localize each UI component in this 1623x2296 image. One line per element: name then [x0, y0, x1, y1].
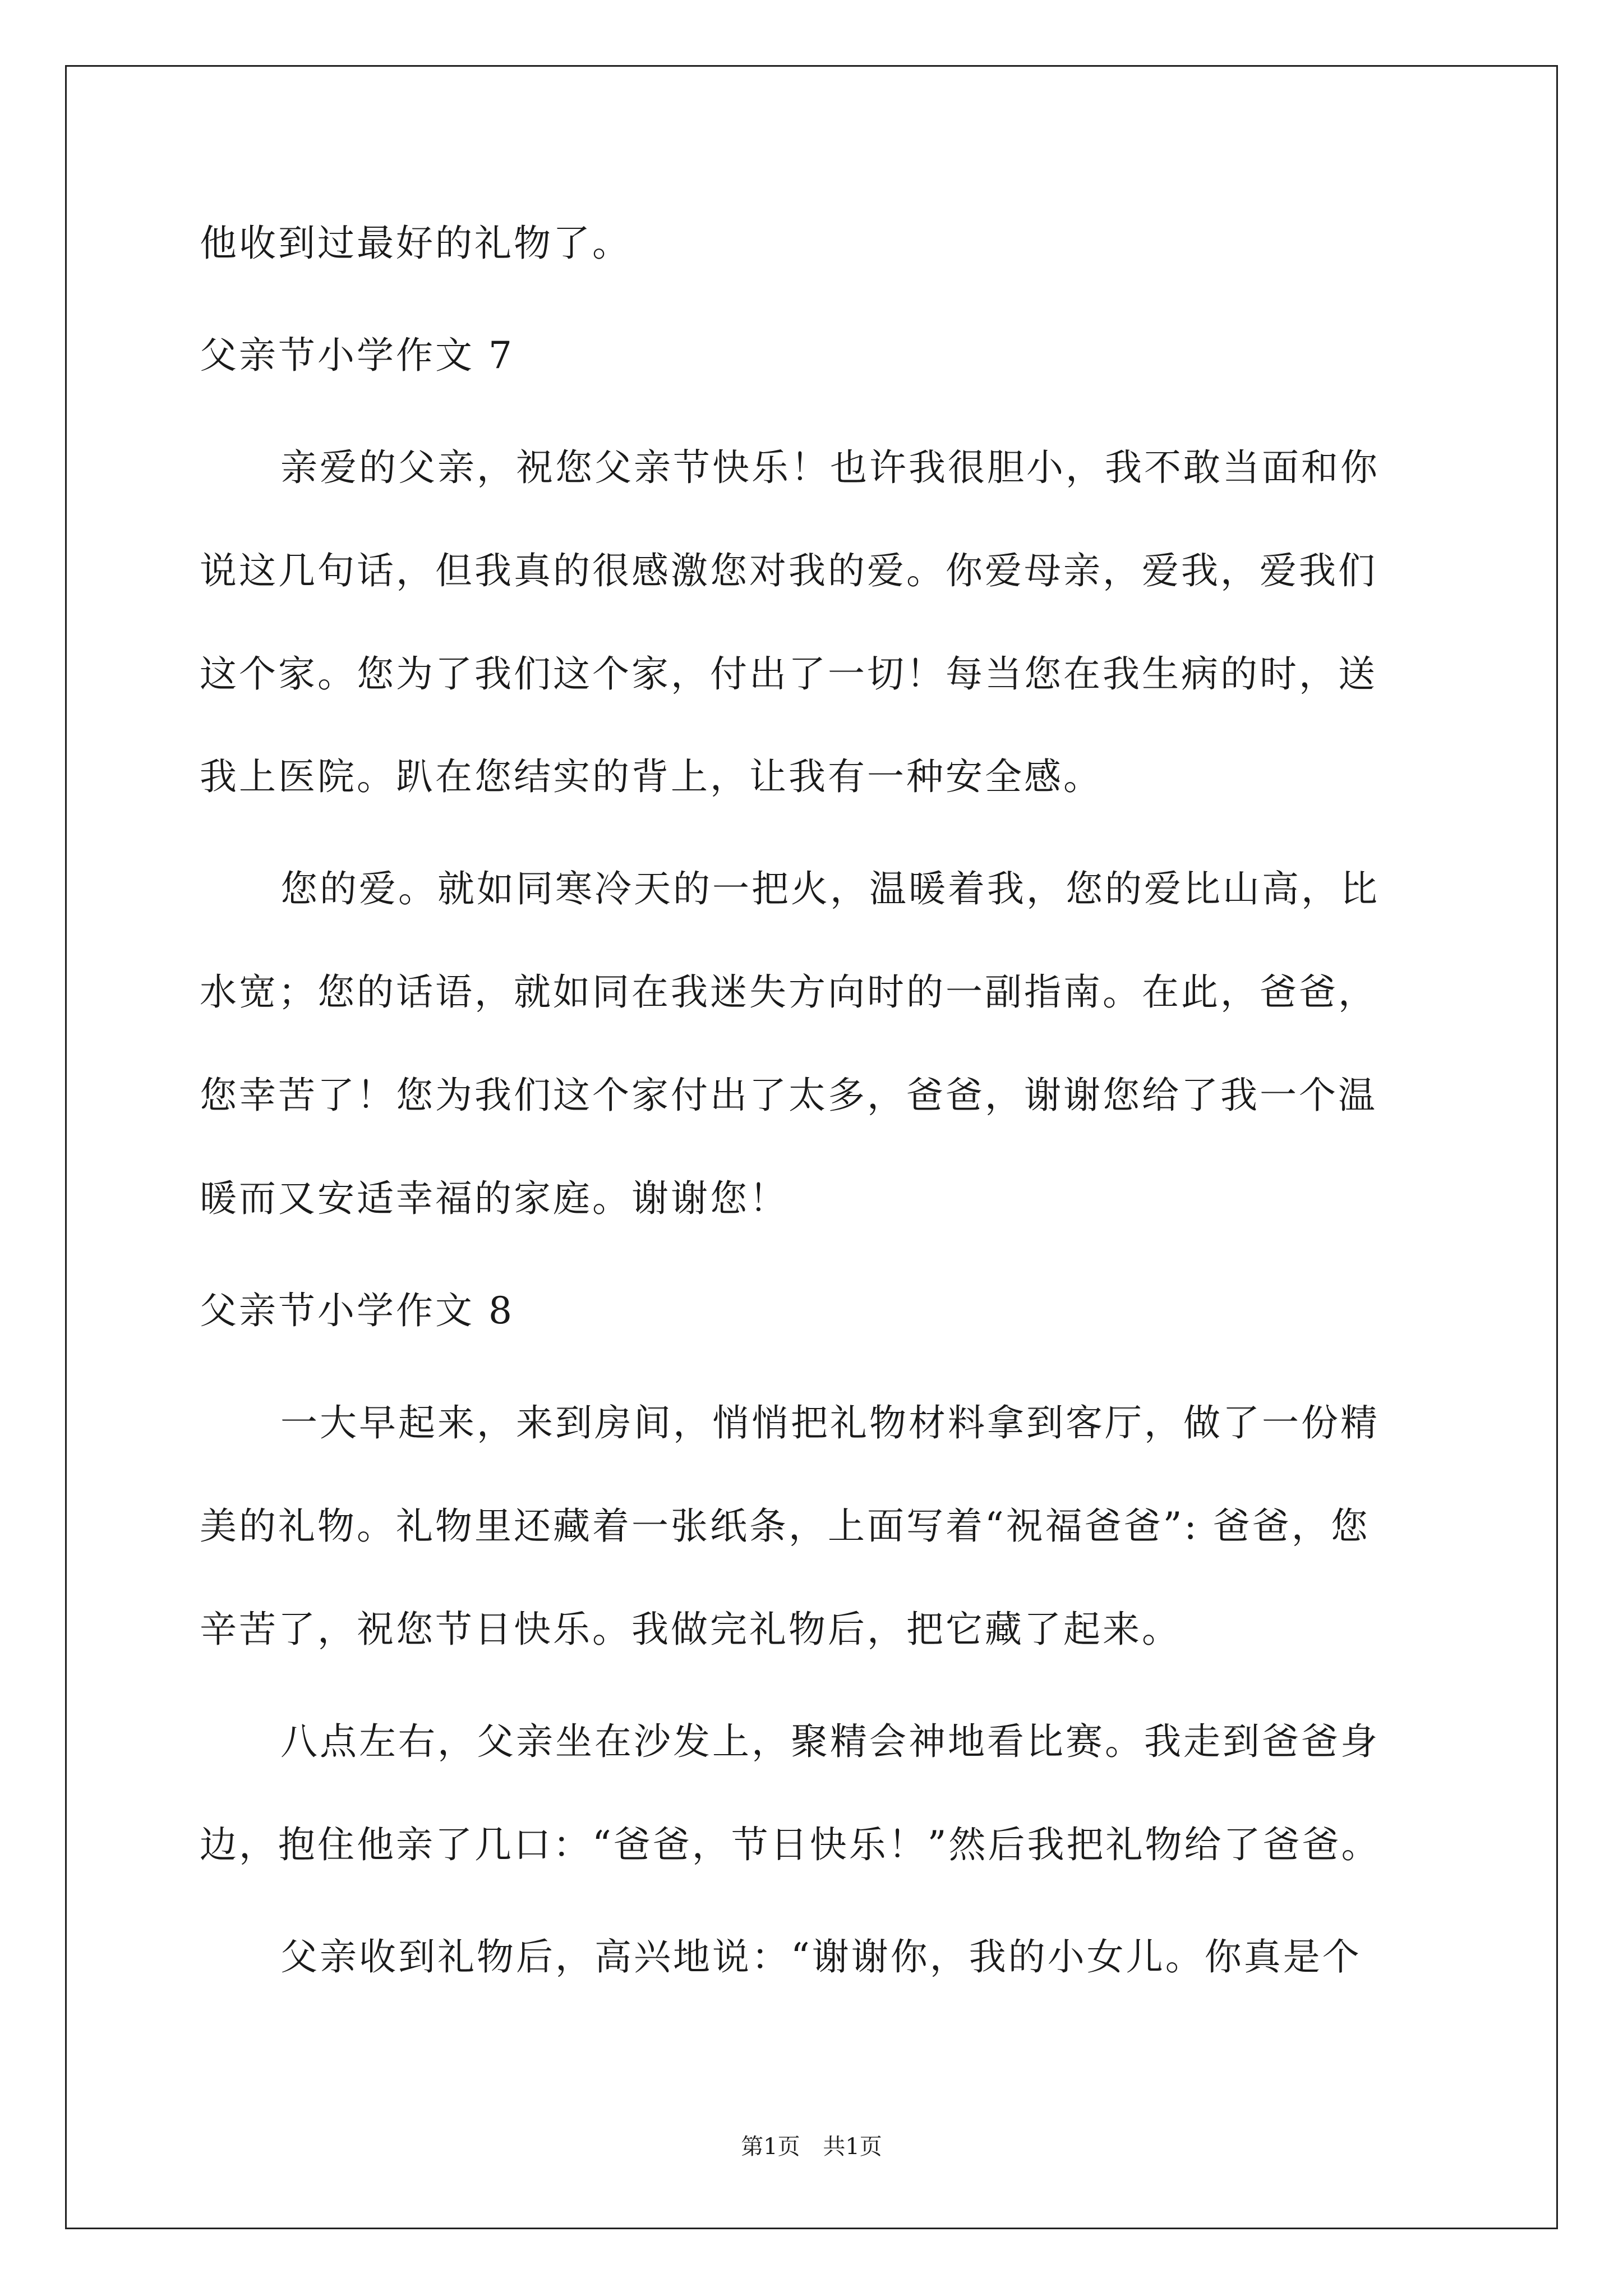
- paragraph-line: 您幸苦了！您为我们这个家付出了太多，爸爸，谢谢您给了我一个温: [200, 1074, 1377, 1117]
- page-footer: [0, 2133, 1623, 2161]
- paragraph-line: 八点左右，父亲坐在沙发上，聚精会神地看比赛。我走到爸爸身: [280, 1720, 1380, 1763]
- page-total: 共1页: [823, 2134, 882, 2160]
- paragraph-line: 美的礼物。礼物里还藏着一张纸条，上面写着“祝福爸爸”: 爸爸，您: [200, 1504, 1370, 1548]
- paragraph-line: 暖而又安适幸福的家庭。谢谢您！: [200, 1177, 789, 1220]
- section-heading: 父亲节小学作文 8: [200, 1289, 514, 1332]
- paragraph-line: 说这几句话，但我真的很感激您对我的爱。你爱母亲，爱我，爱我们: [200, 549, 1377, 592]
- paragraph-line: 边，抱住他亲了几口：“爸爸，节日快乐！”然后我把礼物给了爸爸。: [200, 1823, 1381, 1866]
- paragraph-line: 他收到过最好的礼物了。: [200, 222, 631, 265]
- paragraph-line: 父亲收到礼物后，高兴地说：“谢谢你，我的小女儿。你真是个: [280, 1935, 1362, 1978]
- paragraph-line: 辛苦了，祝您节日快乐。我做完礼物后，把它藏了起来。: [200, 1608, 1181, 1651]
- page-number: 第1页: [741, 2134, 800, 2160]
- paragraph-line: 我上医院。趴在您结实的背上，让我有一种安全感。: [200, 755, 1103, 798]
- page-border: [65, 65, 1558, 2229]
- paragraph-line: 一大早起来，来到房间，悄悄把礼物材料拿到客厅，做了一份精: [280, 1401, 1380, 1444]
- paragraph-line: 您的爱。就如同寒冷天的一把火，温暖着我，您的爱比山高，比: [280, 867, 1380, 910]
- paragraph-line: 水宽；您的话语，就如同在我迷失方向时的一副指南。在此，爸爸，: [200, 970, 1377, 1014]
- section-heading: 父亲节小学作文 7: [200, 334, 514, 377]
- paragraph-line: 这个家。您为了我们这个家，付出了一切！每当您在我生病的时，送: [200, 652, 1377, 696]
- paragraph-line: 亲爱的父亲，祝您父亲节快乐！也许我很胆小，我不敢当面和你: [280, 446, 1380, 489]
